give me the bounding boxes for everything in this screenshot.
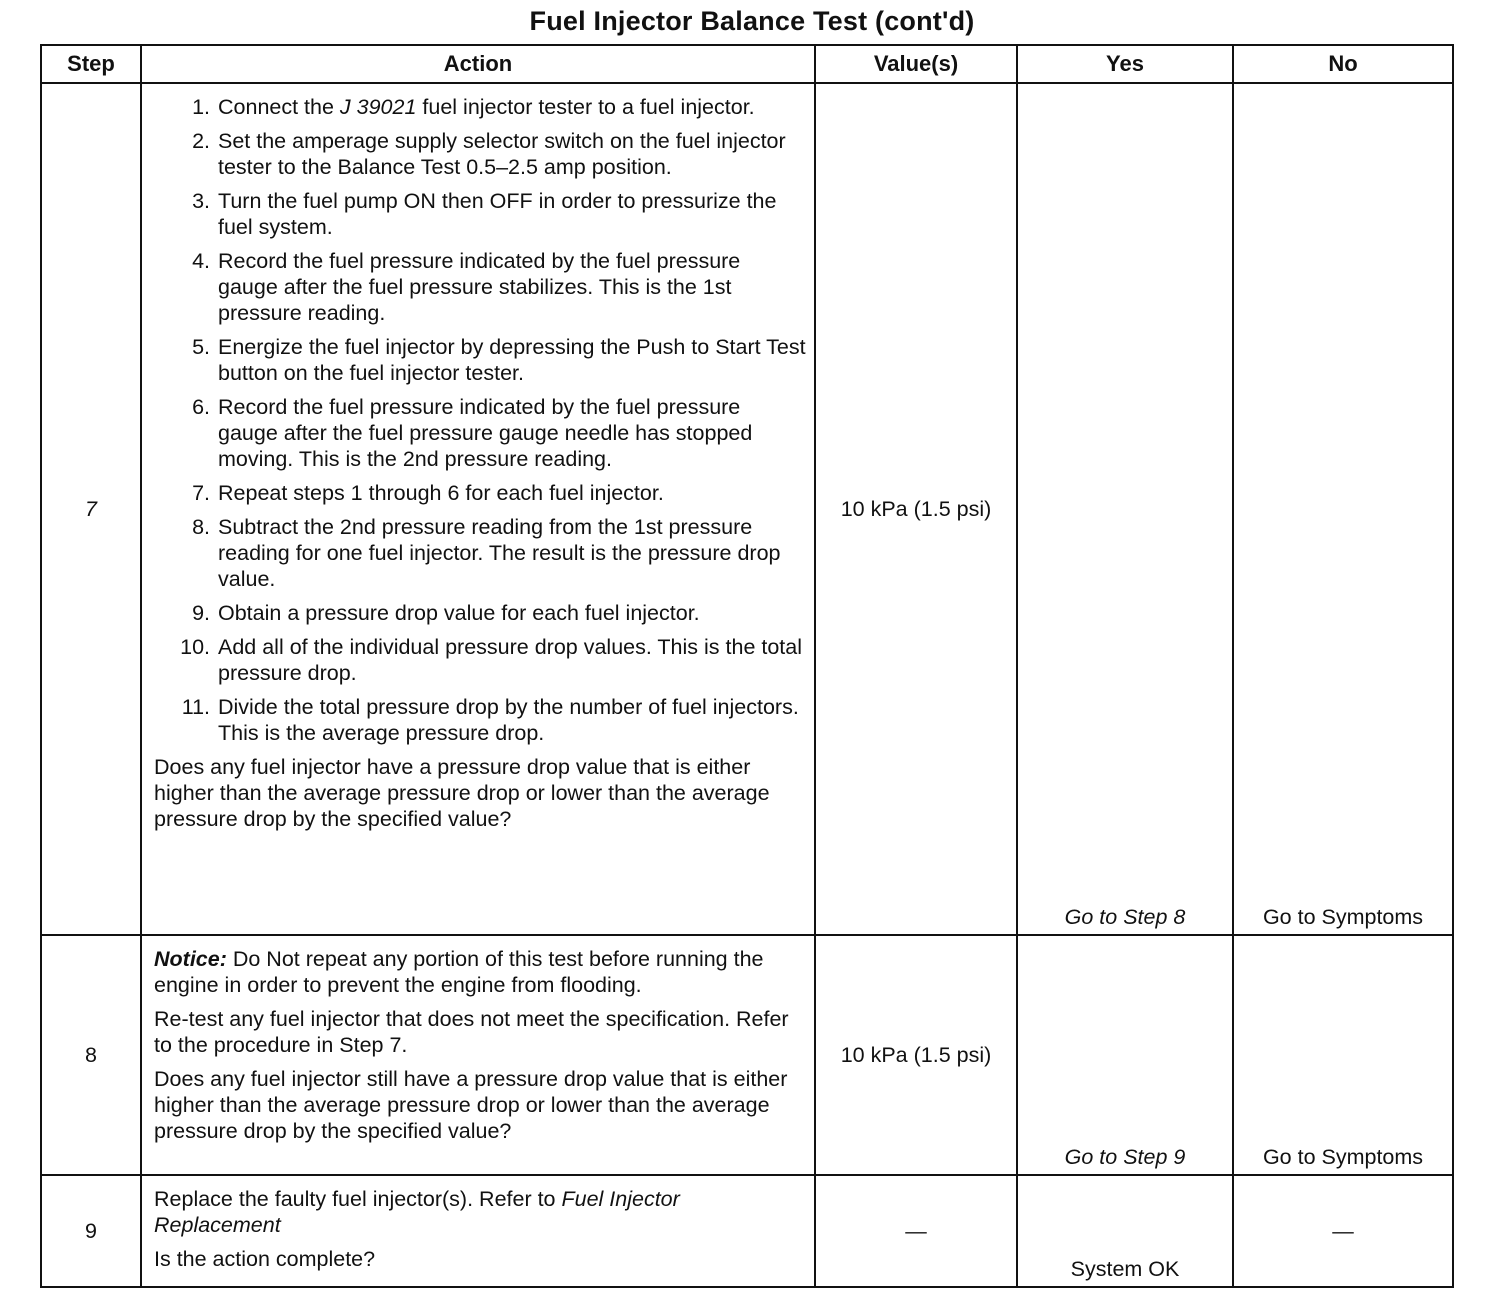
yes-result: System OK	[1017, 1175, 1233, 1287]
procedure-list	[154, 94, 806, 746]
value-cell: —	[815, 1175, 1017, 1287]
procedure-step-text-start: Record the fuel pressure indicated by the fuel pressure gauge after the fuel pressure gauge needle has stopped moving. This is the 2nd pressure reading.	[218, 395, 753, 471]
procedure-step-number: 1.	[192, 95, 210, 119]
procedure-step-text-start: Turn the fuel pump ON then OFF in order to pressurize the fuel system.	[218, 189, 777, 239]
question-text: Does any fuel injector have a pressure drop value that is either higher than the average pressure drop or lower than the average pressure drop by the specified value?	[154, 755, 770, 831]
tool-reference: J 39021	[339, 95, 417, 119]
procedure-step-number: 9.	[192, 601, 210, 625]
procedure-step-number: 10.	[180, 635, 210, 659]
replacement-reference-link[interactable]: Fuel Injector Replacement	[154, 1187, 680, 1237]
no-link[interactable]: Go to Symptoms	[1233, 935, 1453, 1175]
procedure-step-number: 2.	[192, 129, 210, 153]
yes-link[interactable]: Go to Step 8	[1017, 83, 1233, 935]
table-row-step-9	[41, 1175, 1453, 1287]
procedure-step-text	[218, 94, 806, 120]
procedure-step-text	[218, 334, 806, 386]
header-step: Step	[41, 45, 141, 83]
procedure-step	[154, 188, 806, 240]
procedure-step-number: 11.	[181, 695, 210, 719]
procedure-step-text	[218, 634, 806, 686]
procedure-step-text	[218, 188, 806, 240]
value-cell: 10 kPa (1.5 psi)	[815, 83, 1017, 935]
procedure-step-text	[218, 248, 806, 326]
procedure-step-number: 5.	[192, 335, 210, 359]
header-yes: Yes	[1017, 45, 1233, 83]
procedure-step	[154, 334, 806, 386]
procedure-step-text-start: Subtract the 2nd pressure reading from the 1st pressure reading for one fuel injector. The result is the pressure drop value.	[218, 515, 781, 591]
no-result: —	[1233, 1175, 1453, 1287]
question-text: Does any fuel injector still have a pressure drop value that is either higher than the average pressure drop or lower than the average pressure drop by the specified value?	[154, 1067, 788, 1143]
procedure-step	[154, 634, 806, 686]
procedure-step-number: 7.	[192, 481, 210, 505]
procedure-step	[154, 394, 806, 472]
procedure-step-text-start: Obtain a pressure drop value for each fuel injector.	[218, 601, 700, 625]
procedure-step-text	[218, 394, 806, 472]
procedure-step	[154, 94, 806, 120]
yes-link[interactable]: Go to Step 9	[1017, 935, 1233, 1175]
procedure-step-text	[218, 514, 806, 592]
procedure-step-number: 4.	[192, 249, 210, 273]
procedure-step	[154, 694, 806, 746]
procedure-step	[154, 514, 806, 592]
value-cell: 10 kPa (1.5 psi)	[815, 935, 1017, 1175]
table-row-step-8	[41, 935, 1453, 1175]
procedure-step-text	[218, 128, 806, 180]
procedure-step-text-start: Connect the	[218, 95, 340, 119]
procedure-step-text-start: Energize the fuel injector by depressing the Push to Start Test button on the fuel injector tester.	[218, 335, 806, 385]
procedure-step-text-start: Add all of the individual pressure drop values. This is the total pressure drop.	[218, 635, 803, 685]
page-title: Fuel Injector Balance Test (cont'd)	[529, 6, 975, 36]
no-link[interactable]: Go to Symptoms	[1233, 83, 1453, 935]
procedure-step-number: 8.	[192, 515, 210, 539]
replace-text	[154, 1186, 806, 1238]
step-number: 8	[41, 935, 141, 1175]
header-values: Value(s)	[815, 45, 1017, 83]
action-cell	[141, 1175, 815, 1287]
action-cell	[141, 83, 815, 935]
notice-label: Notice:	[154, 947, 227, 971]
step-number: 9	[41, 1175, 141, 1287]
question-text: Is the action complete?	[154, 1247, 376, 1271]
procedure-step-text-end: fuel injector tester to a fuel injector.	[416, 95, 755, 119]
procedure-step	[154, 600, 806, 626]
retest-text: Re-test any fuel injector that does not meet the specification. Refer to the procedure in Step 7.	[154, 1007, 789, 1057]
procedure-step-text-start: Set the amperage supply selector switch on the fuel injector tester to the Balance Test 0.5–2.5 amp position.	[218, 129, 786, 179]
procedure-step-text	[218, 694, 806, 746]
diagnostic-table	[40, 44, 1454, 1288]
procedure-step-text	[218, 600, 806, 626]
procedure-step-text	[218, 480, 806, 506]
procedure-step	[154, 248, 806, 326]
procedure-step-number: 3.	[192, 189, 210, 213]
step-number: 7	[41, 83, 141, 935]
header-action: Action	[141, 45, 815, 83]
procedure-step	[154, 480, 806, 506]
action-cell	[141, 935, 815, 1175]
procedure-step	[154, 128, 806, 180]
procedure-step-text-start: Repeat steps 1 through 6 for each fuel injector.	[218, 481, 664, 505]
replace-text-body: Replace the faulty fuel injector(s). Refer to	[154, 1187, 562, 1211]
procedure-step-number: 6.	[192, 395, 210, 419]
procedure-step-text-start: Divide the total pressure drop by the number of fuel injectors. This is the average pressure drop.	[218, 695, 799, 745]
header-row	[41, 45, 1453, 83]
notice-text	[154, 946, 806, 998]
table-row-step-7	[41, 83, 1453, 935]
header-no: No	[1233, 45, 1453, 83]
procedure-step-text-start: Record the fuel pressure indicated by the fuel pressure gauge after the fuel pressure stabilizes. This is the 1st pressure reading.	[218, 249, 741, 325]
notice-body: Do Not repeat any portion of this test before running the engine in order to prevent the engine from flooding.	[154, 947, 764, 997]
